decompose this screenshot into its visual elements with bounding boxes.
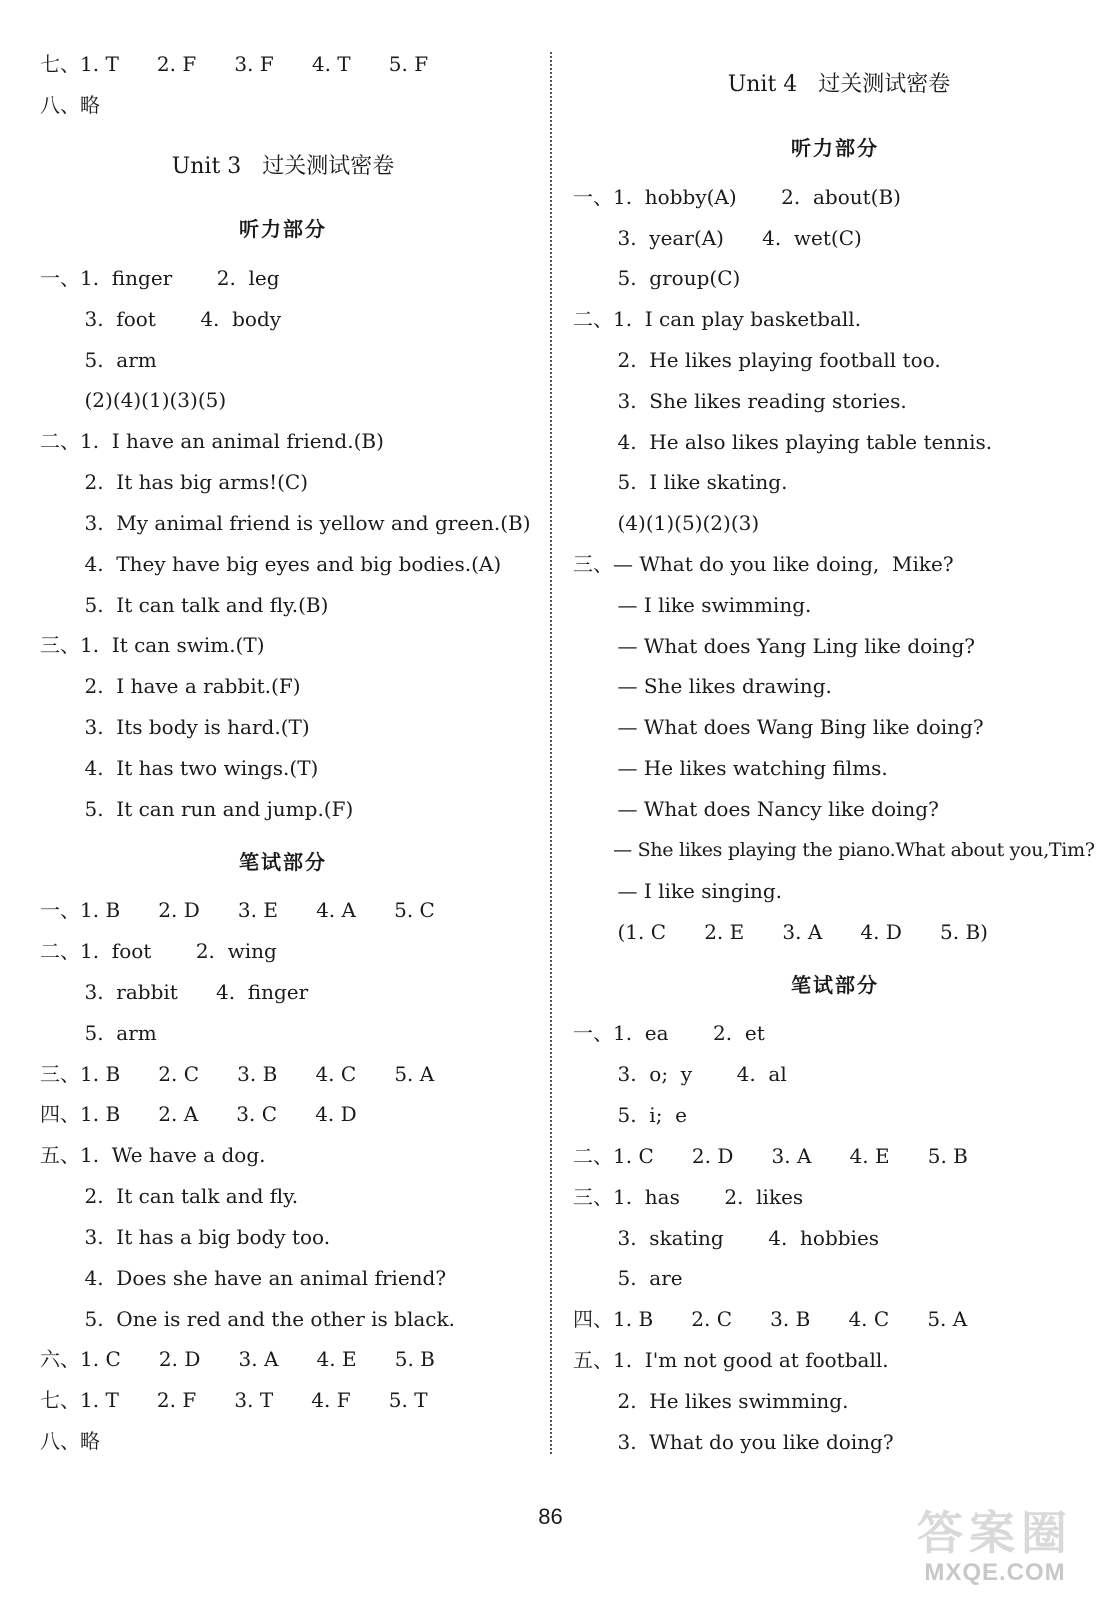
answer-line: 一、1. hobby(A) 2. about(B)	[573, 185, 901, 209]
answer-line: 五、1. I'm not good at football.	[573, 1348, 889, 1372]
answer-line: 3. o; y 4. al	[573, 1062, 787, 1086]
answer-line: — I like singing.	[573, 879, 783, 903]
answer-line: 2. It can talk and fly.	[40, 1184, 299, 1208]
answer-line: 5. arm	[40, 1021, 157, 1045]
answer-line: — She likes drawing.	[573, 674, 832, 698]
answer-line: 五、1. We have a dog.	[40, 1143, 266, 1167]
answer-line: 5. It can run and jump.(F)	[40, 797, 354, 821]
answer-line: 三、1. B 2. C 3. B 4. C 5. A	[40, 1062, 435, 1086]
answer-line: 七、1. T 2. F 3. F 4. T 5. F	[40, 52, 429, 76]
watermark-bottom: MXQE.COM	[924, 1559, 1066, 1586]
section-title-writing: 笔试部分	[239, 850, 327, 874]
unit-title: Unit 4 过关测试密卷	[727, 72, 951, 97]
answer-line: 3. rabbit 4. finger	[40, 980, 309, 1004]
page-number: 86	[538, 1504, 563, 1529]
answer-line: 4. They have big eyes and big bodies.(A)	[40, 552, 502, 576]
answer-line: 5. group(C)	[573, 266, 741, 290]
answer-line: (4)(1)(5)(2)(3)	[573, 511, 760, 535]
answer-line: 八、略	[40, 1429, 100, 1453]
answer-line: 3. skating 4. hobbies	[573, 1226, 880, 1250]
answer-line: 3. Its body is hard.(T)	[40, 715, 310, 739]
answer-line: 二、1. C 2. D 3. A 4. E 5. B	[573, 1144, 968, 1168]
answer-line: 三、1. It can swim.(T)	[40, 633, 265, 657]
answer-line: 5. One is red and the other is black.	[40, 1307, 455, 1331]
answer-line: 四、1. B 2. A 3. C 4. D	[40, 1102, 357, 1126]
answer-line: 一、1. B 2. D 3. E 4. A 5. C	[40, 898, 435, 922]
column-divider	[550, 52, 552, 1454]
answer-line: 5. are	[573, 1266, 683, 1290]
answer-line: 2. It has big arms!(C)	[40, 470, 309, 494]
answer-line: 2. He likes swimming.	[573, 1389, 849, 1413]
answer-line: 一、1. ea 2. et	[573, 1021, 765, 1045]
answer-line: 四、1. B 2. C 3. B 4. C 5. A	[573, 1307, 968, 1331]
answer-line: — She likes playing the piano.What about you,Tim?	[573, 839, 1095, 861]
answer-line: 2. I have a rabbit.(F)	[40, 674, 301, 698]
answer-line: 三、— What do you like doing, Mike?	[573, 552, 954, 576]
section-title-listening: 听力部分	[239, 217, 327, 241]
answer-line: 二、1. foot 2. wing	[40, 939, 277, 963]
answer-line: 3. My animal friend is yellow and green.(B)	[40, 511, 531, 535]
answer-line: 二、1. I have an animal friend.(B)	[40, 429, 384, 453]
answer-line: 4. He also likes playing table tennis.	[573, 430, 993, 454]
section-title-writing: 笔试部分	[791, 973, 879, 997]
answer-line: — What does Yang Ling like doing?	[573, 634, 976, 658]
answer-line: 5. It can talk and fly.(B)	[40, 593, 329, 617]
answer-line: 3. It has a big body too.	[40, 1225, 331, 1249]
answer-line: 一、1. finger 2. leg	[40, 266, 280, 290]
answer-line: 4. Does she have an animal friend?	[40, 1266, 447, 1290]
answer-line: 3. What do you like doing?	[573, 1430, 894, 1454]
section-title-listening: 听力部分	[791, 136, 879, 160]
answer-line: 3. She likes reading stories.	[573, 389, 907, 413]
watermark-logo	[895, 1508, 1095, 1598]
answer-line: 七、1. T 2. F 3. T 4. F 5. T	[40, 1388, 428, 1412]
answer-line: 三、1. has 2. likes	[573, 1185, 804, 1209]
answer-line: 5. I like skating.	[573, 470, 788, 494]
answer-line: 4. It has two wings.(T)	[40, 756, 319, 780]
answer-line: 六、1. C 2. D 3. A 4. E 5. B	[40, 1347, 435, 1371]
unit-title: Unit 3 过关测试密卷	[171, 154, 395, 179]
answer-line: 八、略	[40, 93, 100, 117]
watermark-top: 答案圈	[917, 1507, 1073, 1559]
answer-line: 3. foot 4. body	[40, 307, 282, 331]
answer-line: — What does Wang Bing like doing?	[573, 715, 984, 739]
answer-line: 5. i; e	[573, 1103, 687, 1127]
answer-line: (1. C 2. E 3. A 4. D 5. B)	[573, 920, 988, 944]
answer-line: 5. arm	[40, 348, 157, 372]
answer-line: 2. He likes playing football too.	[573, 348, 941, 372]
answer-line: 3. year(A) 4. wet(C)	[573, 226, 862, 250]
answer-line: — He likes watching films.	[573, 756, 888, 780]
answer-line: — What does Nancy like doing?	[573, 797, 939, 821]
answer-line: — I like swimming.	[573, 593, 812, 617]
answer-line: 二、1. I can play basketball.	[573, 307, 862, 331]
answer-line: (2)(4)(1)(3)(5)	[40, 388, 227, 412]
